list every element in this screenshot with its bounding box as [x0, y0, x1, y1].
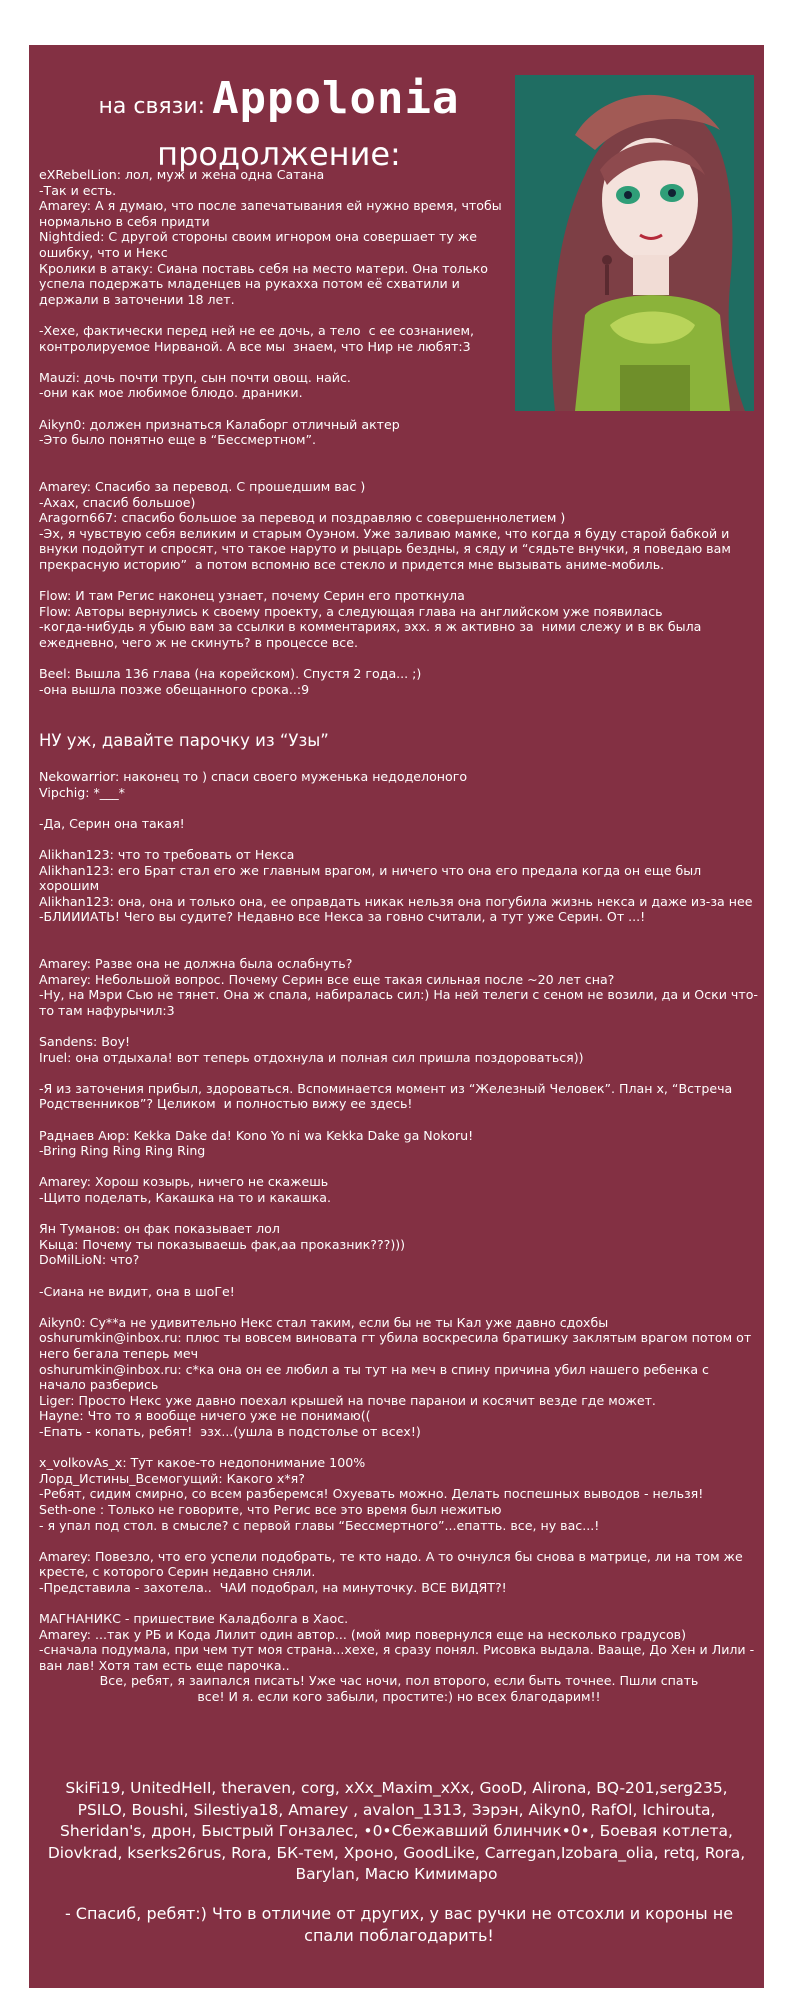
- header-prefix: на связи:: [98, 94, 213, 119]
- comments-block-3: [39, 769, 759, 1705]
- closing-note: Все, ребят, я заипался писать! Уже час ночи, пол второго, если быть точнее. Пшли спать все! И я. если кого забыли, простите:) но всех благодарим!!: [99, 1673, 703, 1705]
- credits-list: SkiFi19, UnitedHeII, theraven, corg, xXx_Maxim_xXx, GooD, Alirona, BQ-201,serg235, PSILO, Boushi, Silestiya18, Amarey , avalon_1313, Зэрэн, Aikyn0, RafOl, Ichirouta, Sheridan's, дрон, Быстрый Гонзалес, •0•Сбежавший блинчик•0•, Боевая котлета, Diovkrad, kserks26rus, Rora, БК-тем, Хроно, GoodLike, Carregan,Izobara_olia, retq, Rora, Barylan, Масю Кимимаро: [47, 1779, 746, 1883]
- translator-name: Appolonia: [212, 73, 460, 124]
- comments-block-1: eXRebelLion: лол, муж и жена одна Сатана -Так и есть. Amarey: А я думаю, что после запечатывания ей нужно время, чтобы нормально в себя придти Nightdied: С другой стороны своим игнором она совершает ту же ошибку, что и Некс Кролики в атаку: Сиана поставь себя на место матери. Она только успела подержать младенцев на рукахха потом её схватили и держали в заточении 18 лет. -Хехе, фактически перед ней не ее дочь, а тело с ее сознанием, контролируемое Нирваной. А все мы знаем, что Нир не любят:3 Mauzi: дочь почти труп, сын почти овощ. найс. -они как мое любимое блюдо. драники. Aikyn0: должен признаться Калаборг отличный актер -Это было понятно еще в “Бессмертном”.: [39, 167, 502, 448]
- thanks-message: - Спасиб, ребят:) Что в отличие от других, у вас ручки не отсохли и короны не спали поблагодарить!: [64, 1904, 734, 1945]
- page-header: [79, 73, 479, 124]
- content-panel: [29, 45, 764, 1988]
- section-heading-uzy: НУ уж, давайте парочку из “Узы”: [39, 731, 329, 750]
- page-subtitle: продолжение:: [157, 135, 401, 173]
- portrait-illustration-icon: [515, 75, 754, 411]
- comments-block-3-text: Nekowarrior: наконец то ) спаси своего муженька недоделоного Vipchig: *___* -Да, Серин она такая! Alikhan123: что то требовать от Некса Alikhan123: его Брат стал его же главным врагом, и ничего что она его предала когда он еще был хорошим Alikhan123: она, она и только она, ее оправдать никак нельзя она погубила жизнь некса и даже из-за нее -БЛИИИАТЬ! Чего вы судите? Недавно все Некса за говно считали, а тут уже Серин. От ...! Amarey: Разве она не должна была ослабнуть? Amarey: Небольшой вопрос. Почему Серин все еще такая сильная после ~20 лет сна? -Ну, на Мэри Сью не тянет. Она ж спала, набиралась сил:) На ней телеги с сеном не возили, да и Оски что-то там нафурычил:3 Sandens: Boy! Iruel: она отдыхала! вот теперь отдохнула и полная сил пришла поздороваться)) -Я из заточения прибыл, здороваться. Вспоминается момент из “Железный Человек”. План х, “Встреча Родственников”? Целиком и полностью вижу ее здесь! Раднаев Аюр: Kekka Dake da! Kono Yo ni wa Kekka Dake ga Nokoru! -Bring Ring Ring Ring Ring Amarey: Хорош козырь, ничего не скажешь -Щито поделать, Какашка на то и какашка. Ян Туманов: он фак показывает лол Кыца: Почему ты показываешь фак,аа проказник???))) DoMilLioN: что? -Сиана не видит, она в шоГе! Aikyn0: Су**а не удивительно Некс стал таким, если бы не ты Кал уже давно сдохбы oshurumkin@inbox.ru: плюс ты вовсем виновата гт убила воскресила братишку заклятым врагом потом от него бегала теперь меч oshurumkin@inbox.ru: с*ка она он ее любил а ты тут на меч в спину причина убил нашего ребенка с начало разберись Liger: Просто Некс уже давно поехал крышей на почве паранои и косячит везде где может. Hayne: Что то я вообще ничего уже не понимаю(( -Епать - копать, ребят! эзх...(ушла в подстолье от всех!) x_volkovAs_x: Тут какое-то недопонимание 100% Лорд_Истины_Всемогущий: Какого х*я? -Ребят, сидим смирно, со всем разберемся! Охуевать можно. Делать поспешных выводов - нельзя! Seth-one : Только не говорите, что Регис все это время был нежитью - я упал под стол. в смысле? с первой главы “Бессмертного”...епатть. все, ну вас...! Amarey: Повезло, что его успели подобрать, те кто надо. А то очнулся бы снова в матрице, ли на том же кресте, с которого Серин недавно сняли. -Представила - захотела.. ЧАИ подобрал, на минуточку. ВСЕ ВИДЯТ?! МАГНАНИКС - пришествие Каладболга в Хаос. Amarey: ...так у РБ и Кода Лилит один автор... (мой мир повернулся еще на несколько градусов) -сначала подумала, при чем тут моя страна...хехе, я сразу понял. Рисовка выдала. Вааще, До Хен и Лили - ван лав! Хотя там есть еще парочка..: [39, 769, 758, 1673]
- comments-block-2: Amarey: Спасибо за перевод. С прошедшим вас ) -Ахах, спасиб большое) Aragorn667: спасибо большое за перевод и поздравляю с совершеннолетием ) -Эх, я чувствую себя великим и старым Оуэном. Уже заливаю мамке, что когда я буду старой бабкой и внуки подойтут и спросят, что такое наруто и рыцарь бездны, я сяду и “сядьте внучки, я поведаю вам прекрасную историю” а потом вспомню все стекло и придется мне вызывать аниме-мобиль. Flow: И там Регис наконец узнает, почему Серин его проткнула Flow: Авторы вернулись к своему проекту, а следующая глава на английском уже появилась -когда-нибудь я убыю вам за ссылки в комментариях, эхх. я ж активно за ними слежу и в вк была ежедневно, чего ж не скинуть? в процессе все. Beel: Вышла 136 глава (на корейском). Спустя 2 года... ;) -она вышла позже обещанного срока..:9: [39, 479, 731, 697]
